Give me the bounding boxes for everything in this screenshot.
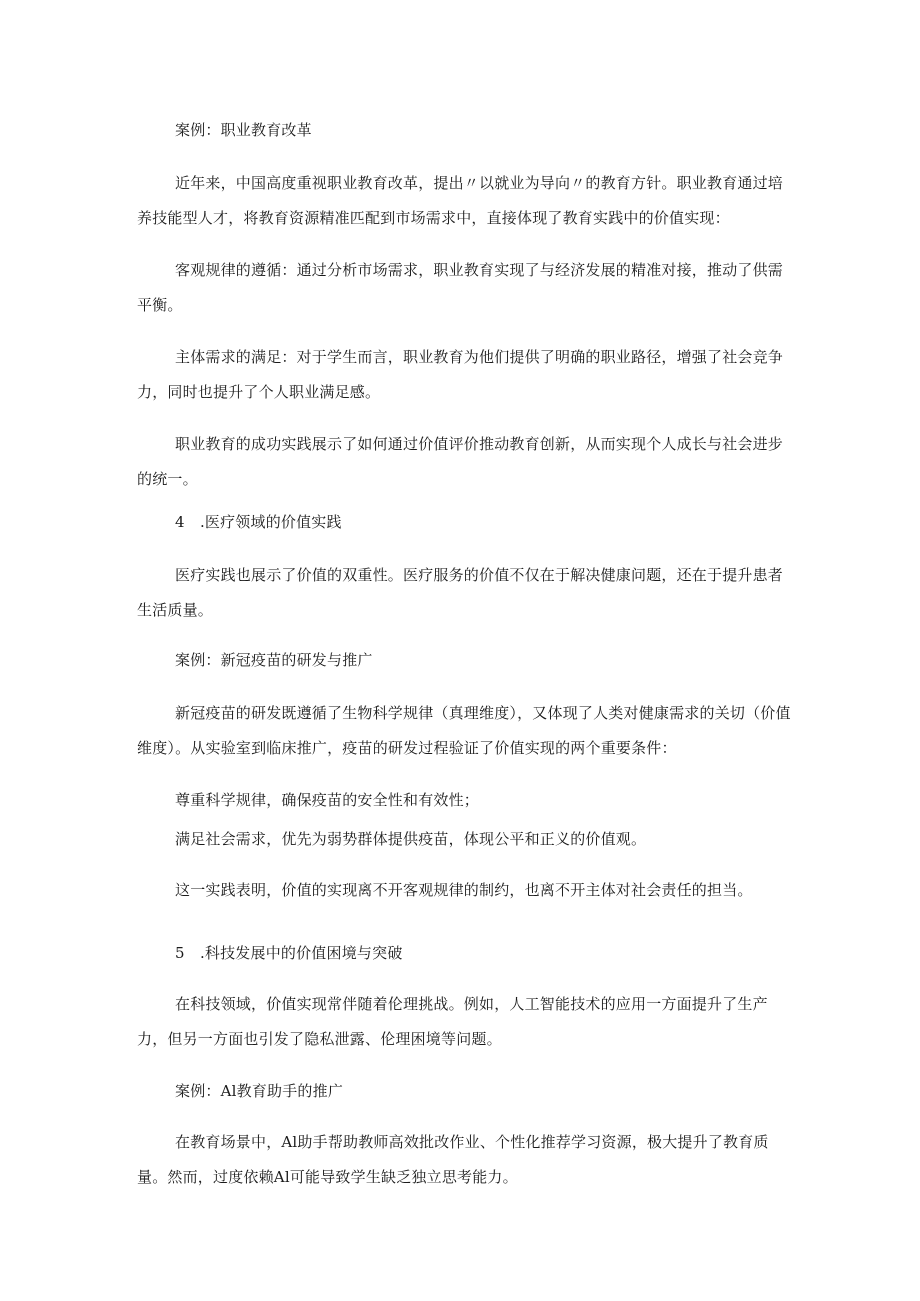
paragraph-vaccine-intro: 新冠疫苗的研发既遵循了生物科学规律（真理维度），又体现了人类对健康需求的关切（价值维度）。从实验室到临床推广，疫苗的研发过程验证了价值实现的两个重要条件： [137, 704, 791, 757]
case-heading-vaccine: 案例：新冠疫苗的研发与推广 [175, 651, 373, 669]
paragraph-objective-law: 客观规律的遵循：通过分析市场需求，职业教育实现了与经济发展的精准对接，推动了供需平衡。 [137, 261, 784, 314]
list-item-social-needs: 满足社会需求，优先为弱势群体提供疫苗，体现公平和正义的价值观。 [175, 830, 647, 848]
paragraph-vocational-intro: 近年来，中国高度重视职业教育改革，提出〃以就业为导向〃的教育方针。职业教育通过培养技能型人才，将教育资源精准匹配到市场需求中，直接体现了教育实践中的价值实现： [137, 174, 784, 227]
list-item-science: 尊重科学规律，确保疫苗的安全性和有效性； [175, 791, 480, 809]
section-heading-technology: 5 .科技发展中的价值困境与突破 [175, 944, 403, 962]
paragraph-ai-assistant: 在教育场景中，Al助手帮助教师高效批改作业、个性化推荐学习资源，极大提升了教育质量。然而，过度依赖Al可能导致学生缺乏独立思考能力。 [137, 1133, 769, 1186]
paragraph-medical-intro: 医疗实践也展示了价值的双重性。医疗服务的价值不仅在于解决健康问题，还在于提升患者生活质量。 [137, 566, 784, 619]
paragraph-vocational-summary: 职业教育的成功实践展示了如何通过价值评价推动教育创新，从而实现个人成长与社会进步的统一。 [137, 435, 784, 488]
paragraph-subject-needs: 主体需求的满足：对于学生而言，职业教育为他们提供了明确的职业路径，增强了社会竞争力，同时也提升了个人职业满足感。 [137, 348, 784, 401]
paragraph-technology-intro: 在科技领域，价值实现常伴随着伦理挑战。例如，人工智能技术的应用一方面提升了生产力，但另一方面也引发了隐私泄露、伦理困境等问题。 [137, 995, 768, 1048]
section-heading-medical: 4 .医疗领域的价值实践 [175, 513, 342, 531]
case-heading-ai-assistant: 案例：Al教育助手的推广 [175, 1082, 344, 1100]
case-heading-vocational: 案例：职业教育改革 [175, 121, 312, 139]
paragraph-practice-summary: 这一实践表明，价值的实现离不开客观规律的制约，也离不开主体对社会责任的担当。 [175, 881, 753, 899]
